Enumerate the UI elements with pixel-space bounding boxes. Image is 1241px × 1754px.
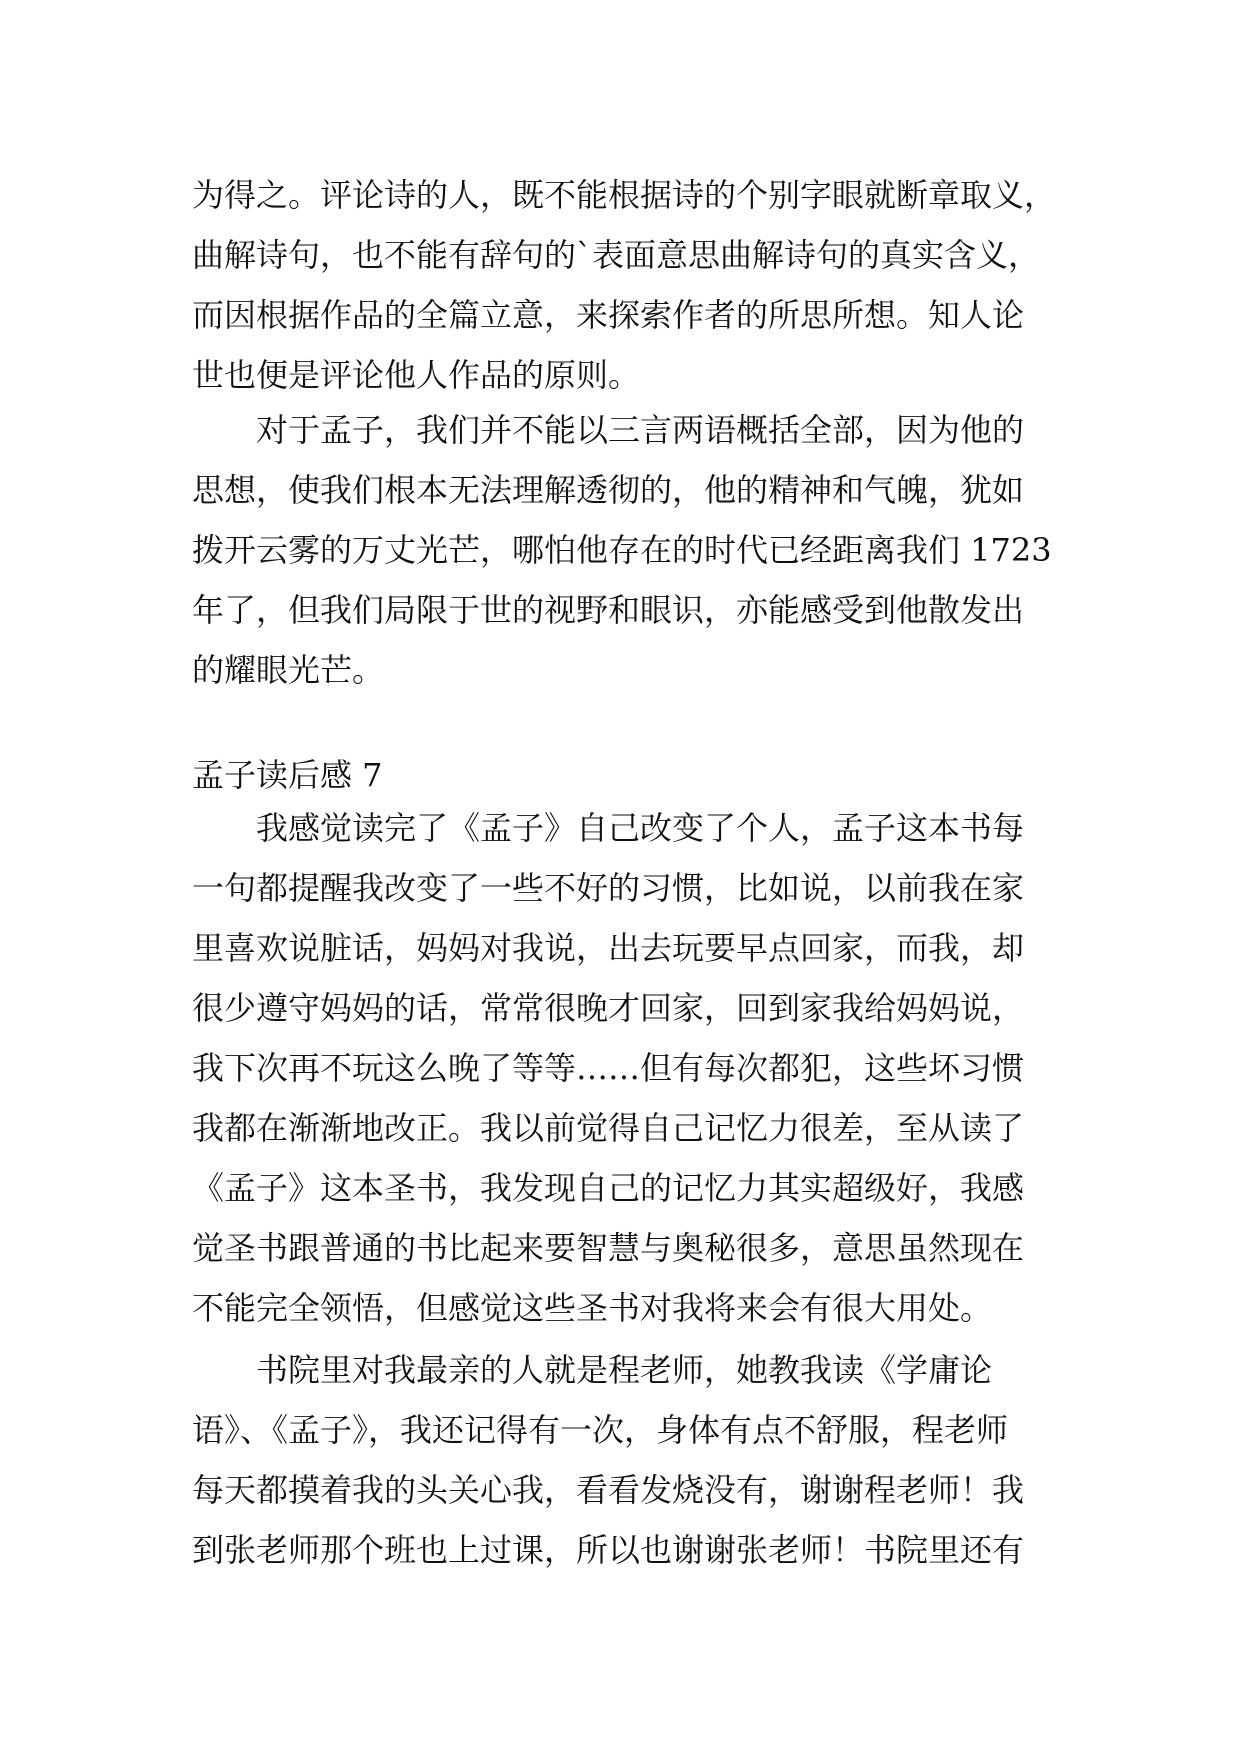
- paragraph-line: 里喜欢说脏话，妈妈对我说，出去玩要早点回家，而我，却: [192, 929, 1025, 967]
- paragraph-line: 觉圣书跟普通的书比起来要智慧与奥秘很多，意思虽然现在: [192, 1229, 1025, 1267]
- paragraph-line: 的耀眼光芒。: [192, 651, 385, 689]
- paragraph-line: 书院里对我最亲的人就是程老师，她教我读《学庸论: [256, 1351, 993, 1389]
- paragraph-4: [192, 1340, 1072, 1580]
- paragraph-line: 而因根据作品的全篇立意，来探索作者的所思所想。知人论: [192, 296, 1025, 334]
- paragraph-line: 我下次再不玩这么晚了等等……但有每次都犯，这些坏习惯: [192, 1049, 1025, 1087]
- paragraph-line: 我感觉读完了《孟子》自己改变了个人，孟子这本书每: [256, 809, 1025, 847]
- paragraph-line: 拨开云雾的万丈光芒，哪怕他存在的时代已经距离我们 1723: [192, 531, 1052, 569]
- paragraph-line: 《孟子》这本圣书，我发现自己的记忆力其实超级好，我感: [192, 1169, 1025, 1207]
- paragraph-line: 不能完全领悟，但感觉这些圣书对我将来会有很大用处。: [192, 1289, 993, 1327]
- paragraph-1: [192, 165, 1072, 405]
- paragraph-line: 每天都摸着我的头关心我，看看发烧没有，谢谢程老师！我: [192, 1471, 1025, 1509]
- paragraph-line: 到张老师那个班也上过课，所以也谢谢张老师！书院里还有: [192, 1531, 1025, 1569]
- section-heading-text: 孟子读后感 7: [192, 756, 383, 794]
- paragraph-line: 年了，但我们局限于世的视野和眼识，亦能感受到他散发出: [192, 591, 1025, 629]
- section-heading: [192, 745, 1072, 805]
- paragraph-line: 语》、《孟子》，我还记得有一次，身体有点不舒服，程老师: [192, 1411, 1009, 1449]
- paragraph-line: 很少遵守妈妈的话，常常很晚才回家，回到家我给妈妈说，: [192, 989, 1025, 1027]
- paragraph-line: 为得之。评论诗的人，既不能根据诗的个别字眼就断章取义，: [192, 176, 1057, 214]
- paragraph-line: 对于孟子，我们并不能以三言两语概括全部，因为他的: [256, 411, 1025, 449]
- paragraph-line: 世也便是评论他人作品的原则。: [192, 356, 641, 394]
- paragraph-2: [192, 400, 1072, 700]
- paragraph-line: 思想，使我们根本无法理解透彻的，他的精神和气魄，犹如: [192, 471, 1025, 509]
- paragraph-line: 曲解诗句，也不能有辞句的`表面意思曲解诗句的真实含义，: [192, 236, 1041, 274]
- paragraph-line: 我都在渐渐地改正。我以前觉得自己记忆力很差，至从读了: [192, 1109, 1025, 1147]
- paragraph-3: [192, 798, 1072, 1338]
- paragraph-line: 一句都提醒我改变了一些不好的习惯，比如说，以前我在家: [192, 869, 1025, 907]
